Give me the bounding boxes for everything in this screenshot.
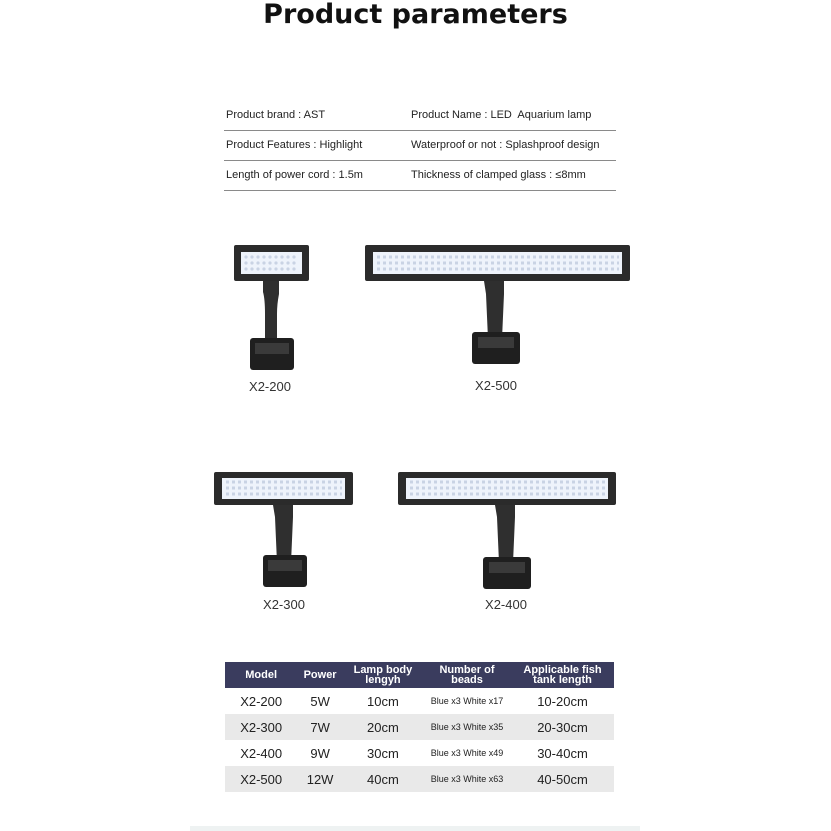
column-header-model: Model	[225, 662, 297, 688]
parameter-brand: Product brand : AST	[226, 109, 326, 121]
parameter-cord-length: Length of power cord : 1.5m	[226, 169, 363, 181]
lamp-label-x2-400: X2-400	[485, 597, 527, 612]
parameter-waterproof: Waterproof or not : Splashproof design	[411, 139, 600, 151]
specification-table	[225, 662, 614, 792]
cell-lamp-length: 40cm	[343, 766, 423, 792]
table-row	[225, 688, 614, 714]
cell-tank-length: 20-30cm	[511, 714, 614, 740]
parameter-features: Product Features : Highlight	[226, 139, 363, 151]
parameter-product-name: Product Name : LED Aquarium lamp	[411, 109, 592, 121]
cell-tank-length: 10-20cm	[537, 693, 588, 709]
lamp-x2-400-image	[397, 471, 618, 591]
parameter-row	[224, 131, 616, 161]
cell-beads: Blue x3 White x49	[430, 748, 504, 758]
cell-lamp-length: 30cm	[367, 745, 399, 761]
table-row	[225, 740, 614, 766]
cell-model: X2-300	[225, 714, 297, 740]
cell-tank-length: 30-40cm	[537, 745, 588, 761]
parameter-glass-thickness: Thickness of clamped glass : ≤8mm	[411, 169, 586, 181]
column-header-lamp-length: Lamp body lengyh	[343, 662, 423, 688]
cell-beads: Blue x3 White x35	[423, 714, 511, 740]
bottom-divider	[190, 826, 640, 831]
lamp-x2-500-image	[364, 244, 632, 368]
lamp-x2-200-image	[233, 244, 311, 374]
cell-beads: Blue x3 White x17	[430, 696, 504, 706]
page-title: Product parameters	[263, 0, 568, 30]
cell-power: 9W	[310, 745, 330, 761]
lamp-x2-300-image	[213, 471, 355, 591]
cell-lamp-length: 20cm	[343, 714, 423, 740]
lamp-label-x2-200: X2-200	[249, 379, 291, 394]
cell-power: 7W	[297, 714, 343, 740]
cell-model: X2-500	[225, 766, 297, 792]
cell-power: 12W	[297, 766, 343, 792]
table-row	[225, 766, 614, 792]
table-row	[225, 714, 614, 740]
cell-power: 5W	[310, 693, 330, 709]
cell-tank-length: 40-50cm	[511, 766, 614, 792]
parameter-row	[224, 101, 616, 131]
column-header-power: Power	[297, 662, 343, 688]
parameter-row	[224, 161, 616, 191]
column-header-beads: Number of beads	[423, 662, 511, 688]
cell-lamp-length: 10cm	[367, 693, 399, 709]
table-header-row	[225, 662, 614, 688]
column-header-tank-length: Applicable fish tank length	[511, 662, 614, 688]
lamp-label-x2-300: X2-300	[263, 597, 305, 612]
cell-model: X2-400	[240, 745, 283, 761]
cell-model: X2-200	[240, 693, 283, 709]
lamp-label-x2-500: X2-500	[475, 378, 517, 393]
parameters-list	[224, 101, 616, 191]
cell-beads: Blue x3 White x63	[423, 766, 511, 792]
